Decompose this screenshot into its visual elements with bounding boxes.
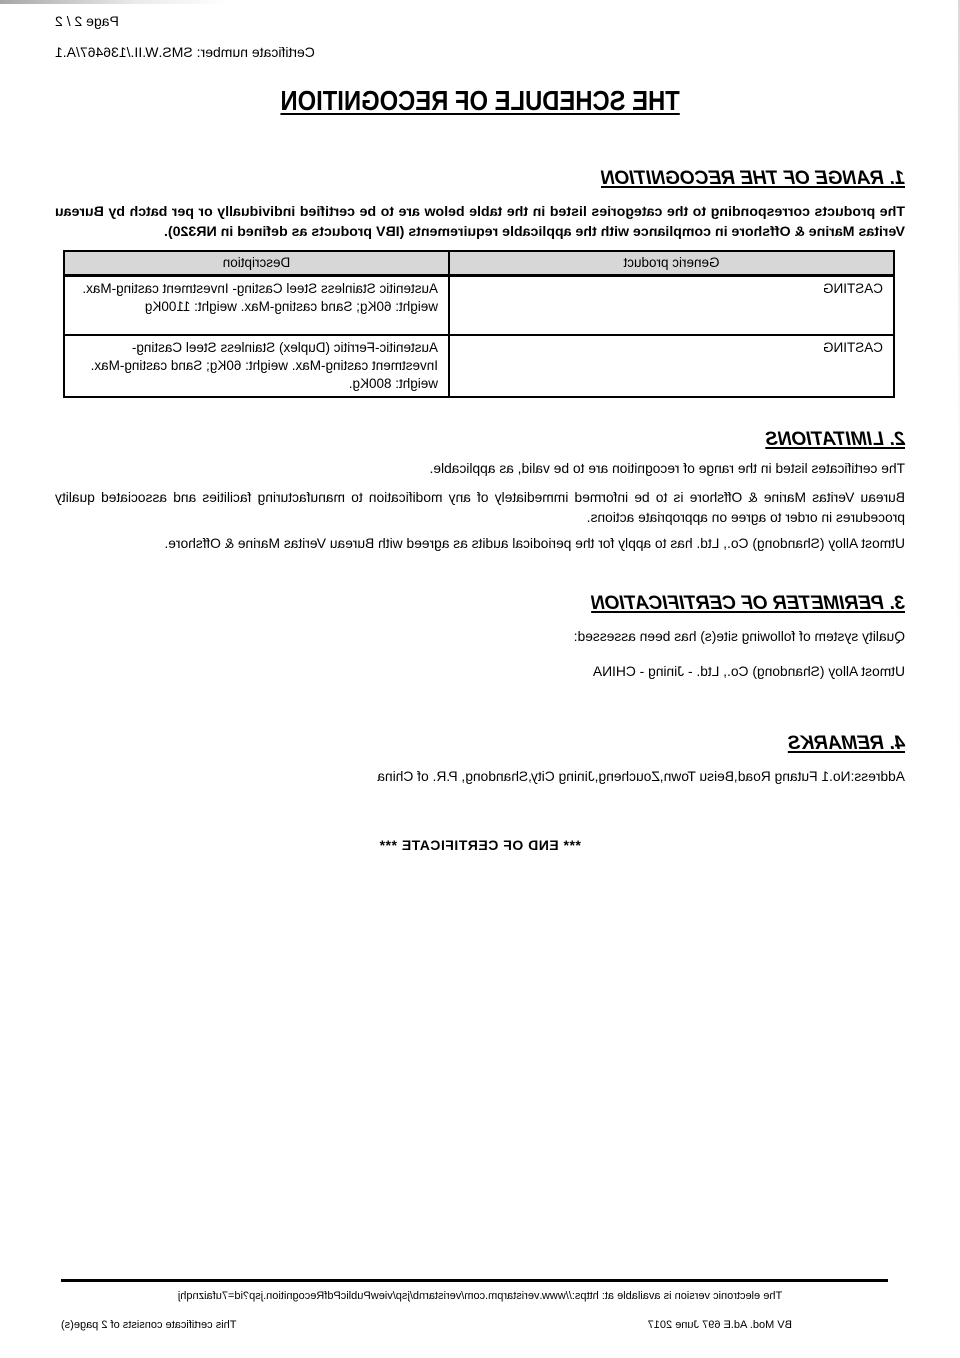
table-cell-generic-product: CASTING	[449, 335, 894, 397]
perimeter-site-line: Utmost Alloy (Shandong) Co., Ltd. - Jining - CHINA	[592, 663, 905, 679]
page-number: Page 2 / 2	[55, 13, 119, 29]
section-heading-range: 1. RANGE OF THE RECOGNITION	[600, 168, 905, 189]
section-heading-perimeter: 3. PERIMETER OF CERTIFICATION	[591, 592, 905, 614]
end-of-certificate-marker: *** END OF CERTIFICATE ***	[379, 836, 581, 853]
limitations-paragraph: The certificates listed in the range of recognition are to be valid, as applicable.	[429, 460, 905, 476]
limitations-paragraph: Bureau Veritas Marine & Offshore is to be informed immediately of any modification to manufacturing facilities and associated quality procedures in order to agree on appropriate actions.	[55, 489, 905, 525]
table-cell-description: Austenitic Stainless Steel Casting- Investment casting-Max. weight: 60Kg; Sand casting-Max. weight: 1100Kg	[64, 276, 449, 335]
certificate-number: Certificate number: SMS.W.II./136467/A.1	[55, 44, 315, 60]
section-heading-limitations: 2. LIMITATIONS	[765, 428, 905, 450]
table-header-generic-product: Generic product	[449, 251, 894, 276]
table-cell-description: Austenitic-Ferritic (Duplex) Stainless Steel Casting- Investment casting-Max. weight: 60Kg; Sand casting-Max. weight: 800Kg.	[64, 335, 449, 397]
remarks-address-line: Address:No.1 Futang Road,Beisu Town,Zoucheng,Jining City,Shandong, P.R. of China	[377, 768, 905, 784]
products-table	[63, 250, 895, 398]
page-title	[55, 85, 905, 117]
page-title-text: THE SCHEDULE OF RECOGNITION	[280, 85, 680, 116]
perimeter-paragraph: Quality system of following site(s) has been assessed:	[573, 628, 905, 644]
scan-artifact-top	[0, 0, 230, 4]
page-meta	[55, 12, 905, 61]
range-paragraph: The products corresponding to the categories listed in the table below are to be certified individually or per batch by Bureau Veritas Marine & Offshore in compliance with the applicable requirements (IBV products as defined in NR320).	[55, 204, 905, 240]
limitations-paragraph: Utmost Alloy (Shandong) Co., Ltd. has to apply for the periodical audits as agreed with Bureau Veritas Marine & Offshore.	[164, 535, 905, 551]
table-cell-generic-product: CASTING	[449, 276, 894, 335]
footer-electronic-version-note: The electronic version is available at: https://www.veristarpm.com/veristarnb/jsp/viewPublicPdfRecognition.jsp?id=7ufaiznqhj	[177, 1290, 783, 1302]
footer-page-count-note: This certificate consists of 2 page(s)	[61, 1319, 237, 1331]
footer-bottom-row	[55, 1318, 905, 1332]
section-heading-remarks: 4. REMARKS	[787, 732, 905, 754]
table-row	[64, 276, 894, 335]
table-header-row	[64, 251, 894, 276]
table-header-description: Description	[64, 251, 449, 276]
page-footer	[55, 1279, 905, 1332]
footer-model-reference: BV Mod. Ad.E 697 June 2017	[647, 1319, 792, 1331]
table-row	[64, 335, 894, 397]
footer-divider	[61, 1279, 888, 1282]
